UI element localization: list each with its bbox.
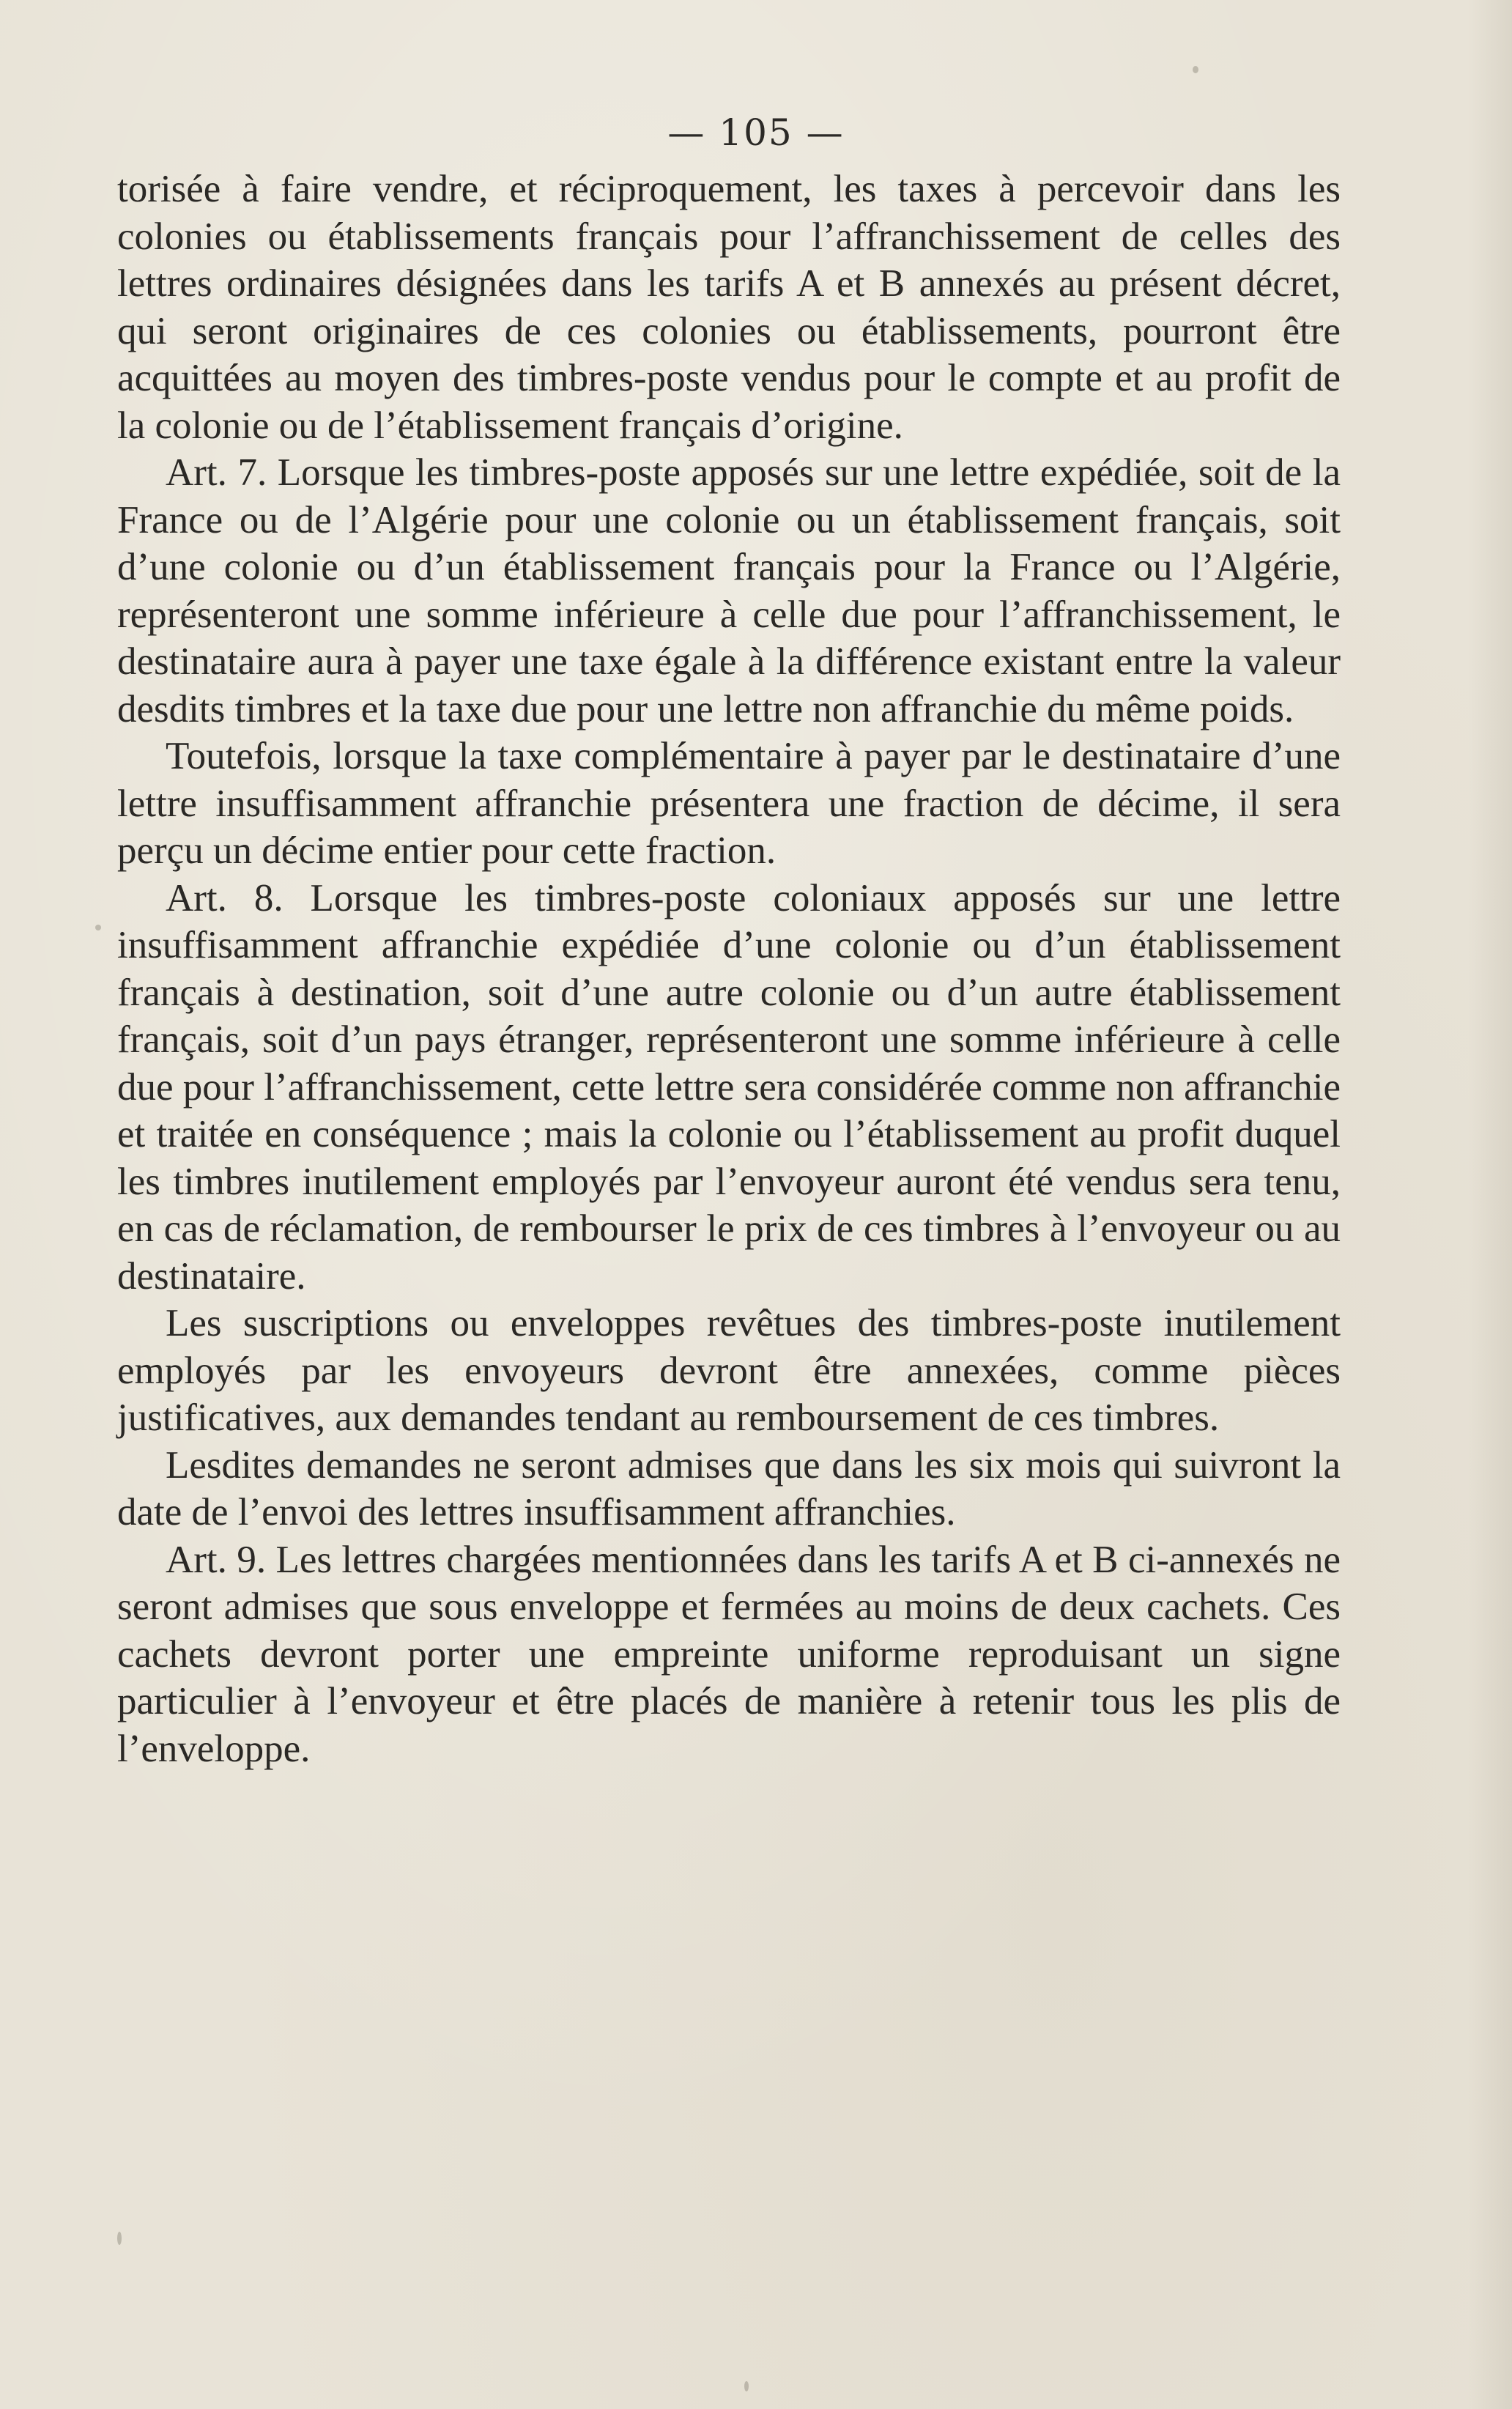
paragraph-article-8: Art. 8. Lorsque les timbres-poste coloniaux apposés sur une lettre insuffisamment affranchie expédiée d’une colonie ou d’un établissement français à destination, soit d’une autre colonie ou d’un autre établissement français, soit d’un pays étranger, représenteront une somme inférieure à celle due pour l’affranchissement, cette lettre sera considérée comme non affranchie et traitée en conséquence ; mais la colonie ou l’établissement au profit duquel les timbres inutilement employés par l’envoyeur auront été vendus sera tenu, en cas de réclamation, de rembourser le prix de ces timbres à l’envoyeur ou au destinataire. <box>117 876 1341 1298</box>
paper-speck <box>1193 66 1198 73</box>
paragraph-article-9: Art. 9. Les lettres chargées mentionnées dans les tarifs A et B ci-annexés ne seront admises que sous enveloppe et fermées au moins de deux cachets. Ces cachets devront porter une empreinte uniforme reproduisant un signe particulier à l’envoyeur et être placés de manière à retenir tous les plis de l’enveloppe. <box>117 1538 1341 1770</box>
page-edge-shadow <box>1468 0 1512 2409</box>
paper-speck <box>95 925 101 930</box>
body-text <box>117 166 1341 1772</box>
paragraph-suscriptions: Les suscriptions ou enveloppes revêtues des timbres-poste inutilement employés par les envoyeurs devront être annexées, comme pièces justificatives, aux demandes tendant au remboursement de ces timbres. <box>117 1302 1341 1439</box>
paragraph-toutefois: Toutefois, lorsque la taxe complémentaire à payer par le destinataire d’une lettre insuffisamment affranchie présentera une fraction de décime, il sera perçu un décime entier pour cette fraction. <box>117 735 1341 872</box>
paragraph-continuation: torisée à faire vendre, et réciproquement, les taxes à percevoir dans les colonies ou établissements français pour l’affranchissement de celles des lettres ordinaires désignées dans les tarifs A et B annexés au présent décret, qui seront originaires de ces colonies ou établissements, pourront être acquittées au moyen des timbres-poste vendus pour le compte et au profit de la colonie ou de l’établissement français d’origine. <box>117 168 1341 447</box>
paper-speck <box>744 2381 749 2391</box>
page-number: — 105 — <box>667 111 845 154</box>
paper-speck <box>117 2232 122 2245</box>
paper-speck <box>1176 183 1182 188</box>
paragraph-demandes: Lesdites demandes ne seront admises que dans les six mois qui suivront la date de l’envoi des lettres insuffisamment affranchies. <box>117 1443 1341 1533</box>
paragraph-article-7: Art. 7. Lorsque les timbres-poste apposés sur une lettre expédiée, soit de la France ou de l’Algérie pour une colonie ou un établissement français, soit d’une colonie ou d’un établissement français pour la France ou l’Algérie, représenteront une somme inférieure à celle due pour l’affranchissement, le destinataire aura à payer une taxe égale à la différence existant entre la valeur desdits timbres et la taxe due pour une lettre non affranchie du même poids. <box>117 451 1341 730</box>
